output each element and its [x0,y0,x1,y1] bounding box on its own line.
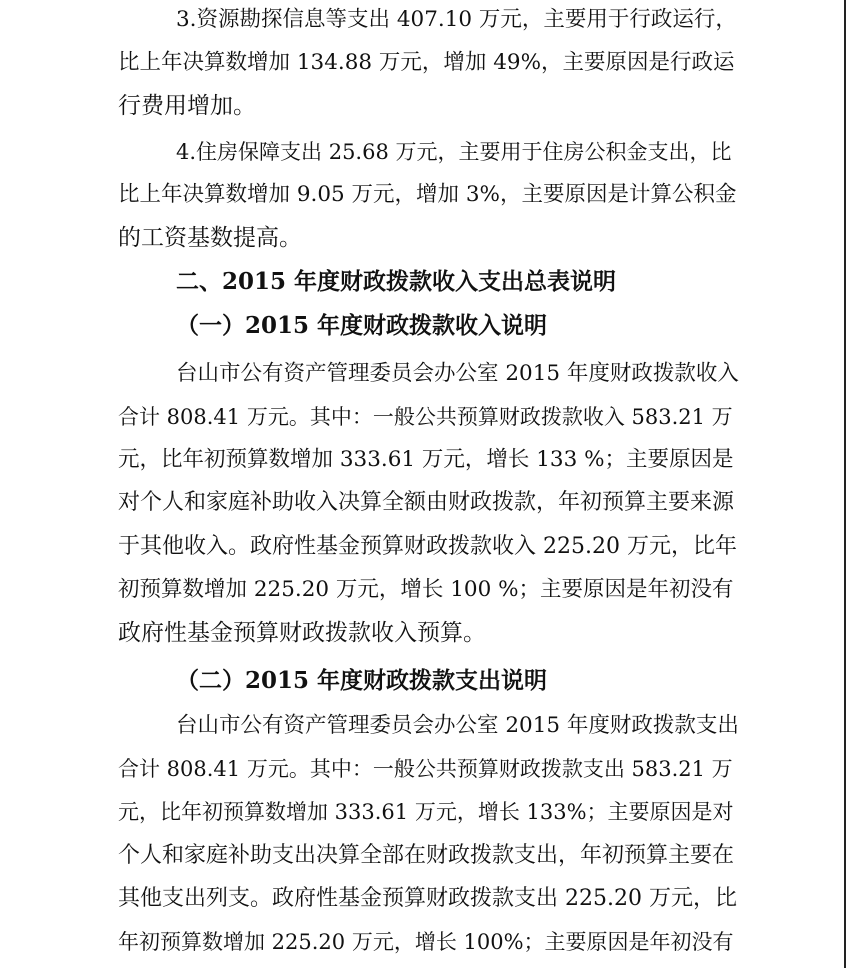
subsection-heading: （一）2015 年度财政拨款收入说明 [176,312,548,339]
paragraph-line: 初预算数增加 225.20 万元，增长 100 %；主要原因是年初没有 [118,577,734,602]
paragraph-line: 合计 808.41 万元。其中：一般公共预算财政拨款支出 583.21 万 [118,757,733,781]
paragraph-line: 其他支出列支。政府性基金预算财政拨款支出 225.20 万元，比 [118,886,737,911]
paragraph-line: 的工资基数提高。 [118,225,302,251]
paragraph-line: 台山市公有资产管理委员会办公室 2015 年度财政拨款支出 [176,713,739,738]
paragraph-line: 4.住房保障支出 25.68 万元，主要用于住房公积金支出，比 [176,140,732,164]
page-right-border [844,0,846,968]
paragraph-line: 3.资源勘探信息等支出 407.10 万元，主要用于行政运行， [176,7,737,32]
section-heading: 二、2015 年度财政拨款收入支出总表说明 [176,268,617,295]
paragraph-line: 比上年决算数增加 134.88 万元，增加 49%，主要原因是行政运 [118,50,735,75]
paragraph-line: 比上年决算数增加 9.05 万元，增加 3%，主要原因是计算公积金 [118,182,737,207]
paragraph-line: 年初预算数增加 225.20 万元，增长 100%；主要原因是年初没有 [118,930,734,954]
paragraph-line: 元，比年初预算数增加 333.61 万元，增长 133%；主要原因是对 [118,800,734,824]
paragraph-line: 合计 808.41 万元。其中：一般公共预算财政拨款收入 583.21 万 [118,405,733,429]
paragraph-line: 个人和家庭补助支出决算全部在财政拨款支出，年初预算主要在 [118,843,735,868]
paragraph-line: 于其他收入。政府性基金预算财政拨款收入 225.20 万元，比年 [118,534,737,559]
paragraph-line: 政府性基金预算财政拨款收入预算。 [118,620,486,646]
paragraph-line: 元，比年初预算数增加 333.61 万元，增长 133 %；主要原因是 [118,447,734,472]
subsection-heading: （二）2015 年度财政拨款支出说明 [176,667,548,694]
paragraph-line: 对个人和家庭补助收入决算全额由财政拨款，年初预算主要来源 [118,490,735,515]
paragraph-line: 台山市公有资产管理委员会办公室 2015 年度财政拨款收入 [176,361,739,386]
paragraph-line: 行费用增加。 [118,93,256,119]
